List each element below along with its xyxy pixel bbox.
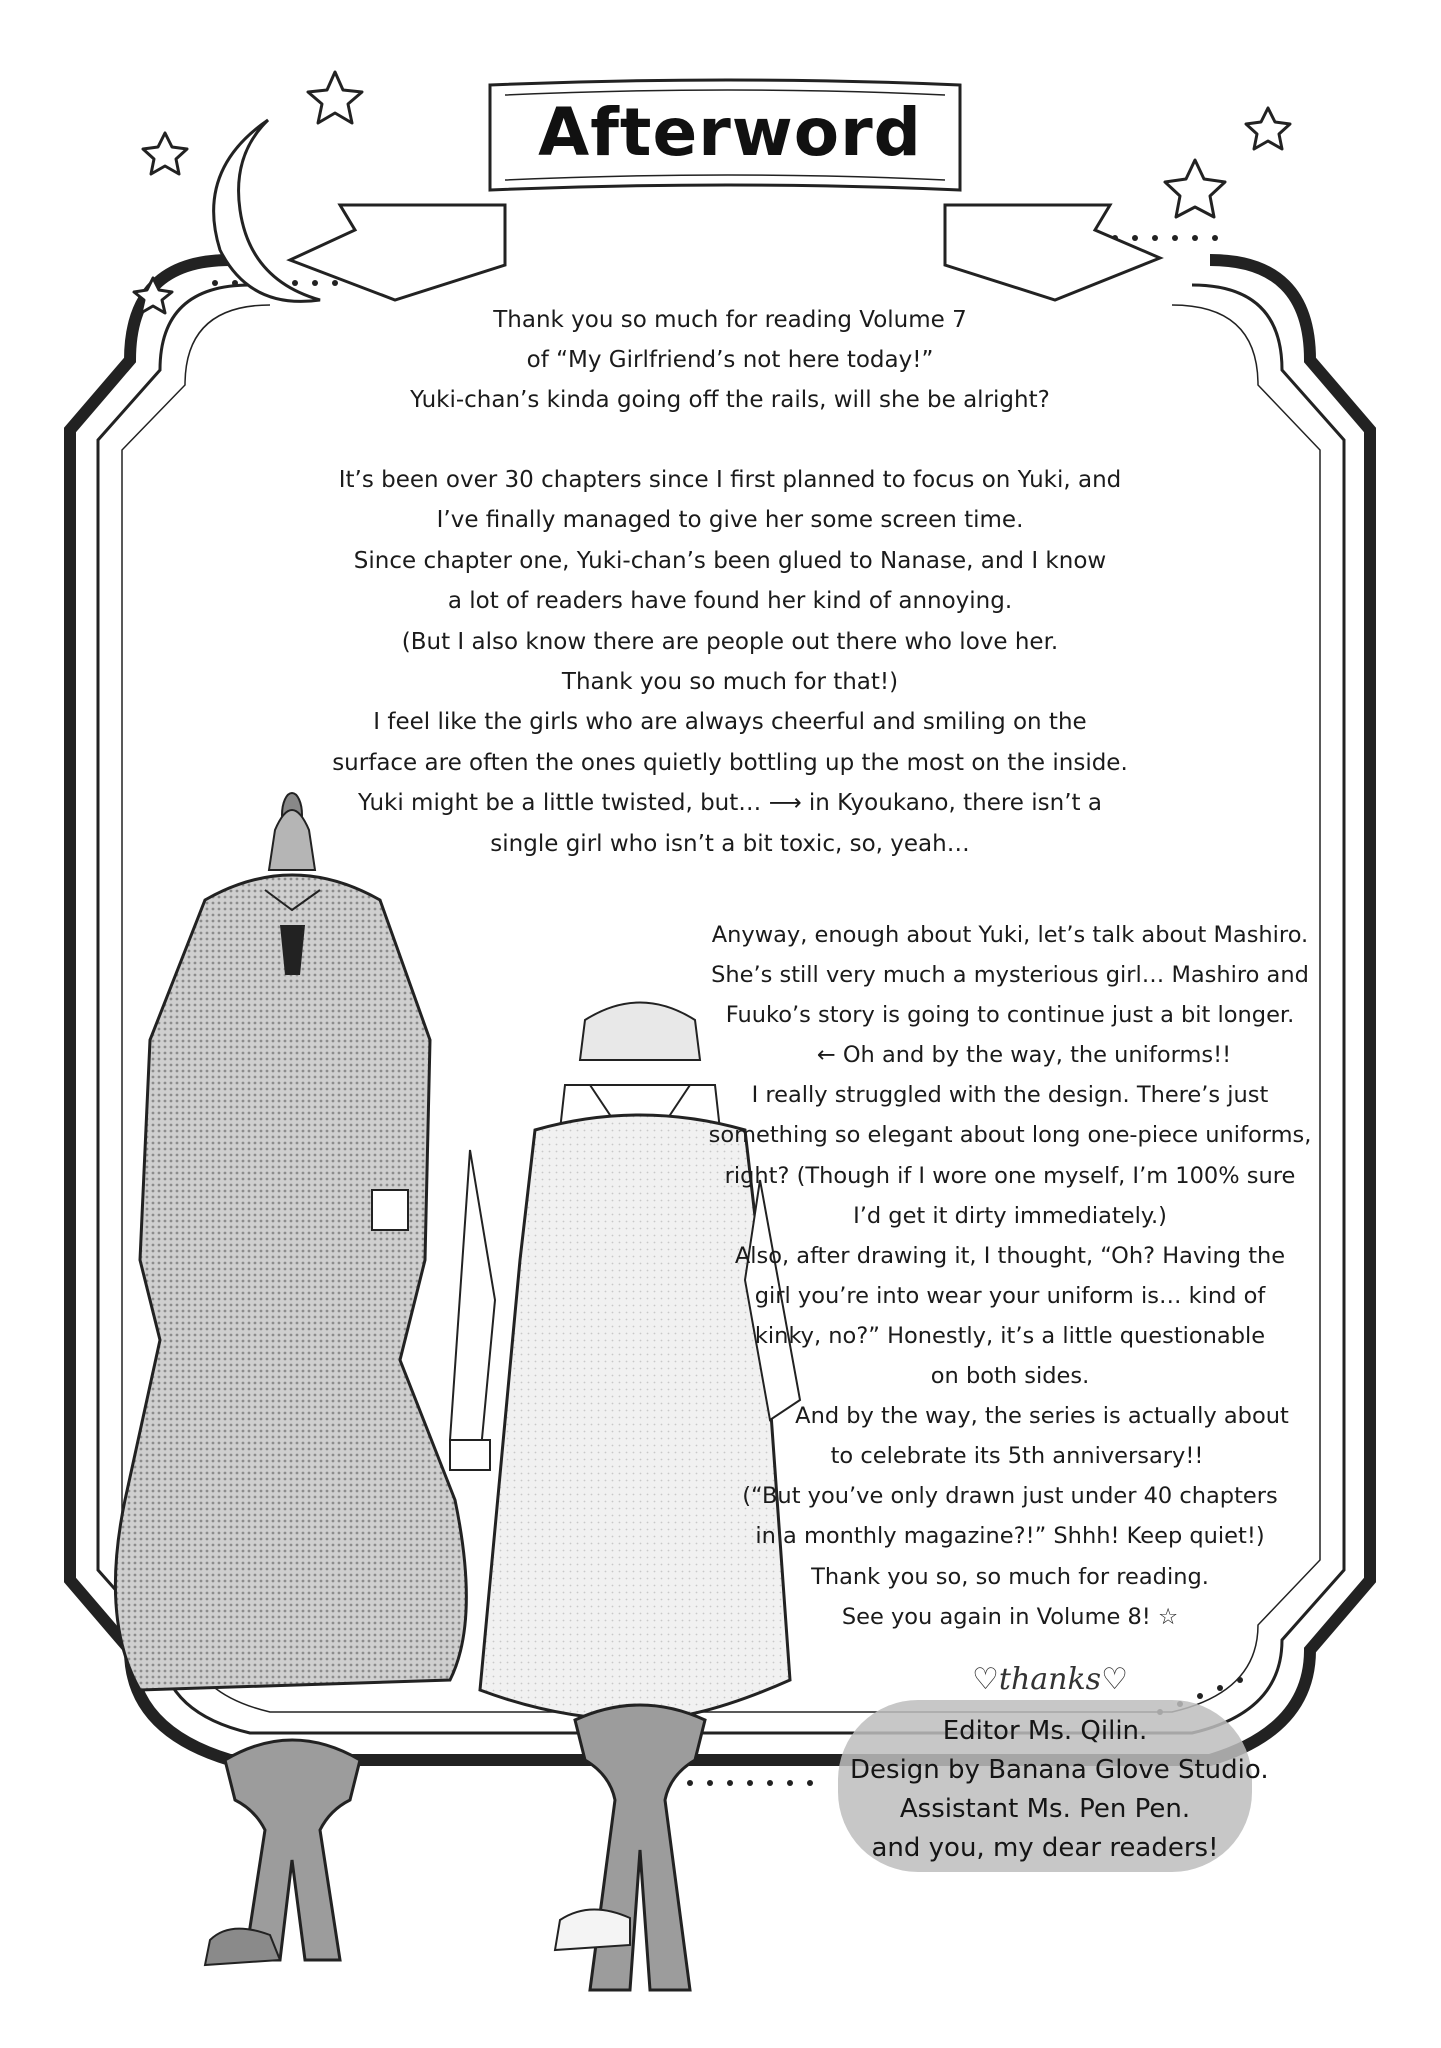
text-line: See you again in Volume 8! ☆ xyxy=(841,1603,1179,1630)
text-line: I feel like the girls who are always cheerful and smiling on the xyxy=(373,709,1087,736)
credits-list xyxy=(850,1712,1269,1868)
text-line: Fuuko’s story is going to continue just a bit longer. xyxy=(725,1002,1295,1029)
text-line: Also, after drawing it, I thought, “Oh? Having the xyxy=(734,1242,1286,1269)
text-line: ← Oh and by the way, the uniforms!! xyxy=(816,1042,1232,1069)
crescent-moon-icon xyxy=(214,120,320,301)
text-line: Thank you so much for reading Volume 7 xyxy=(493,307,967,333)
mashiro-paragraph xyxy=(690,915,1330,1637)
thanks-heading: ♡thanks♡ xyxy=(972,1662,1128,1697)
text-line: right? (Though if I wore one myself, I’m 100% sure xyxy=(724,1162,1296,1189)
text-line: And by the way, the series is actually about xyxy=(795,1403,1289,1430)
text-line: Thank you so, so much for reading. xyxy=(811,1563,1209,1590)
text-line: on both sides. xyxy=(930,1363,1090,1390)
text-line: girl you’re into wear your uniform is… kind of xyxy=(754,1282,1266,1309)
text-line: Yuki might be a little twisted, but… ⟶ in Kyoukano, there isn’t a xyxy=(358,790,1102,817)
credit-line: and you, my dear readers! xyxy=(871,1833,1219,1863)
text-line: Since chapter one, Yuki-chan’s been glued to Nanase, and I know xyxy=(353,547,1107,574)
text-line: Anyway, enough about Yuki, let’s talk about Mashiro. xyxy=(711,922,1309,948)
text-line: I really struggled with the design. There’s just xyxy=(751,1082,1269,1109)
text-line: surface are often the ones quietly bottling up the most on the inside. xyxy=(332,749,1128,776)
text-line: Thank you so much for that!) xyxy=(561,669,899,696)
text-line: single girl who isn’t a bit toxic, so, yeah… xyxy=(490,830,970,857)
text-line: kinky, no?” Honestly, it’s a little questionable xyxy=(754,1322,1266,1349)
page-title: Afterword xyxy=(538,93,922,171)
text-line: Yuki-chan’s kinda going off the rails, will she be alright? xyxy=(410,387,1050,413)
text-line: a lot of readers have found her kind of annoying. xyxy=(447,588,1013,615)
credit-line: Editor Ms. Qilin. xyxy=(942,1716,1148,1746)
text-line: to celebrate its 5th anniversary!! xyxy=(830,1443,1204,1470)
yuki-paragraph xyxy=(300,460,1160,864)
text-line: of “My Girlfriend’s not here today!” xyxy=(526,347,934,373)
text-line: in a monthly magazine?!” Shhh! Keep quiet!) xyxy=(755,1523,1265,1550)
text-line: (But I also know there are people out there who love her. xyxy=(401,628,1059,655)
text-line: It’s been over 30 chapters since I first planned to focus on Yuki, and xyxy=(338,467,1122,493)
text-line: She’s still very much a mysterious girl… Mashiro and xyxy=(711,962,1309,989)
text-line: (“But you’ve only drawn just under 40 chapters xyxy=(742,1483,1278,1510)
credit-line: Assistant Ms. Pen Pen. xyxy=(899,1794,1191,1824)
dress-form-dark xyxy=(115,793,466,1965)
text-line: I’d get it dirty immediately.) xyxy=(853,1202,1167,1229)
text-line: I’ve finally managed to give her some screen time. xyxy=(436,507,1024,534)
credit-line: Design by Banana Glove Studio. xyxy=(850,1755,1269,1785)
intro-paragraph xyxy=(330,300,1130,420)
text-line: something so elegant about long one-piece uniforms, xyxy=(708,1122,1312,1149)
